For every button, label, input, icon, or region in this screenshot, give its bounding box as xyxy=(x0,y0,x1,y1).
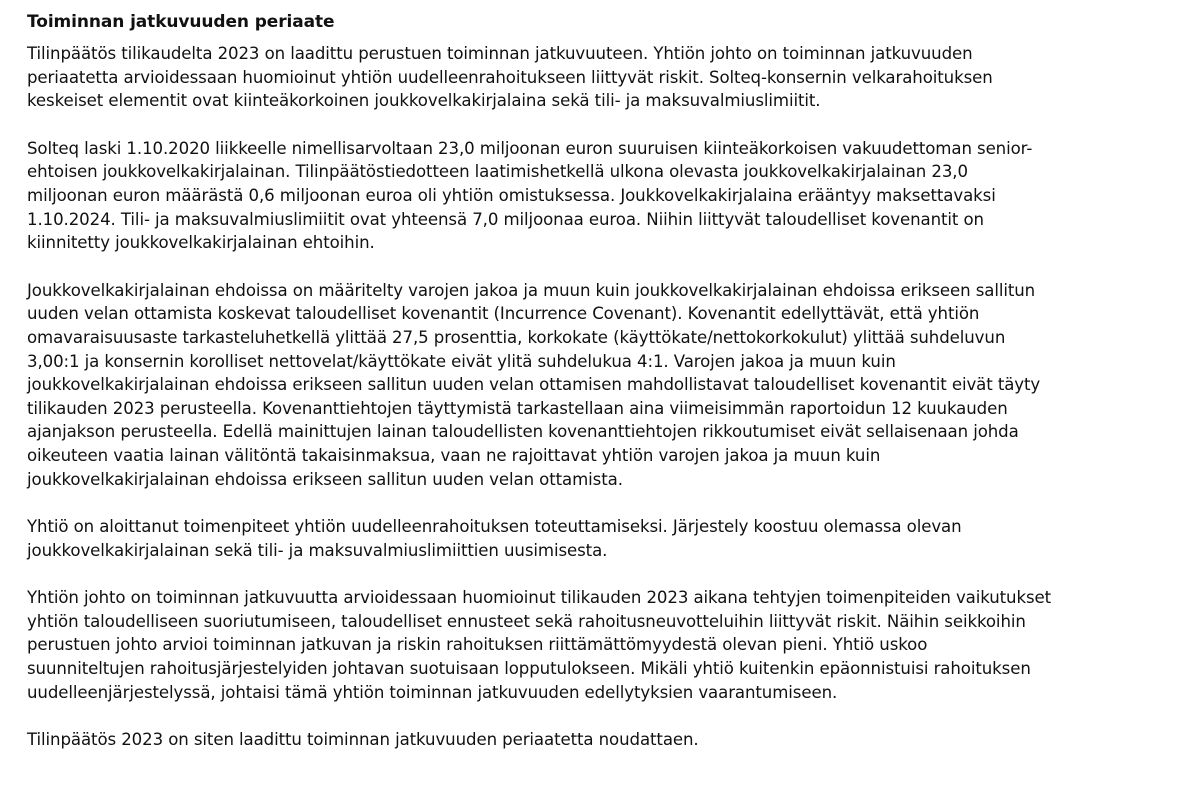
section-heading: Toiminnan jatkuvuuden periaate xyxy=(27,12,335,32)
paragraph-line: Solteq laski 1.10.2020 liikkeelle nimellisarvoltaan 23,0 miljoonan euron suuruisen kiinteäkorkoisen vakuudettoman senior- xyxy=(27,138,1033,158)
paragraph-5 xyxy=(27,586,1185,704)
paragraph-line: joukkovelkakirjalainan sekä tili- ja maksuvalmiuslimiittien uusimisesta. xyxy=(27,540,608,560)
paragraph-line: omavaraisuusaste tarkasteluhetkellä ylittää 27,5 prosenttia, korkokate (käyttökate/nettokorkokulut) ylittää suhdeluvun xyxy=(27,327,1006,347)
paragraph-2 xyxy=(27,137,1185,255)
paragraph-line: tilikauden 2023 perusteella. Kovenanttiehtojen täyttymistä tarkastellaan aina viimeisimmän raportoidun 12 kuukauden xyxy=(27,398,1008,418)
paragraph-line: miljoonan euron määrästä 0,6 miljoonan euroa oli yhtiön omistuksessa. Joukkovelkakirjalaina erääntyy maksettavaksi xyxy=(27,185,996,205)
paragraph-line: yhtiön taloudelliseen suoriutumiseen, taloudelliset ennusteet sekä rahoitusneuvotteluihin liittyvät riskit. Näihin seikkoihin xyxy=(27,611,1026,631)
paragraph-line: suunniteltujen rahoitusjärjestelyiden johtavan suotuisaan lopputulokseen. Mikäli yhtiö kuitenkin epäonnistuisi rahoituksen xyxy=(27,659,1031,679)
paragraph-line: ajanjakson perusteella. Edellä mainittujen lainan taloudellisten kovenanttiehtojen rikkoutumiset eivät sellaisenaan johda xyxy=(27,422,1019,442)
paragraph-3 xyxy=(27,279,1185,491)
paragraph-line: joukkovelkakirjalainan ehdoissa erikseen sallitun uuden velan ottamista. xyxy=(27,469,623,489)
paragraph-line: perustuen johto arvioi toiminnan jatkuvan ja riskin rahoituksen riittämättömyydestä olevan pieni. Yhtiö uskoo xyxy=(27,635,928,655)
paragraph-line: oikeuteen vaatia lainan välitöntä takaisinmaksua, vaan ne rajoittavat yhtiön varojen jakoa ja muun kuin xyxy=(27,445,881,465)
paragraph-line: periaatetta arvioidessaan huomioinut yhtiön uudelleenrahoitukseen liittyvät riskit. Solteq-konsernin velkarahoituksen xyxy=(27,67,993,87)
paragraph-line: Tilinpäätös tilikaudelta 2023 on laadittu perustuen toiminnan jatkuvuuteen. Yhtiön johto on toiminnan jatkuvuuden xyxy=(27,44,973,63)
paragraph-line: joukkovelkakirjalainan ehdoissa erikseen sallitun uuden velan ottamisen mahdollistavat taloudelliset kovenantit eivät täyty xyxy=(27,375,1041,395)
paragraph-6 xyxy=(27,728,1185,752)
document-body xyxy=(25,10,1185,776)
paragraph-line: 3,00:1 ja konsernin korolliset nettovelat/käyttökate eivät ylitä suhdelukua 4:1. Varojen jakoa ja muun kuin xyxy=(27,351,896,371)
paragraph-line: Joukkovelkakirjalainan ehdoissa on määritelty varojen jakoa ja muun kuin joukkovelkakirjalainan ehdoissa erikseen sallitun xyxy=(27,280,1036,300)
paragraph-line: 1.10.2024. Tili- ja maksuvalmiuslimiitit ovat yhteensä 7,0 miljoonaa euroa. Niihin liittyvät taloudelliset kovenantit on xyxy=(27,209,984,229)
paragraph-line: Yhtiö on aloittanut toimenpiteet yhtiön uudelleenrahoituksen toteuttamiseksi. Järjestely koostuu olemassa olevan xyxy=(27,517,962,537)
paragraph-line: keskeiset elementit ovat kiinteäkorkoinen joukkovelkakirjalaina sekä tili- ja maksuvalmiuslimiitit. xyxy=(27,91,821,111)
paragraph-line: Tilinpäätös 2023 on siten laadittu toiminnan jatkuvuuden periaatetta noudattaen. xyxy=(27,730,699,750)
paragraph-line: kiinnitetty joukkovelkakirjalainan ehtoihin. xyxy=(27,233,375,253)
paragraph-line: uuden velan ottamista koskevat taloudelliset kovenantit (Incurrence Covenant). Kovenantit edellyttävät, että yhtiön xyxy=(27,304,980,324)
paragraph-line: Yhtiön johto on toiminnan jatkuvuutta arvioidessaan huomioinut tilikauden 2023 aikana tehtyjen toimenpiteiden vaikutukset xyxy=(27,588,1052,608)
paragraph-line: ehtoisen joukkovelkakirjalainan. Tilinpäätöstiedotteen laatimishetkellä ulkona olevasta joukkovelkakirjalainan 23,0 xyxy=(27,162,968,182)
paragraph-4 xyxy=(27,515,1185,562)
paragraph-1 xyxy=(27,42,1185,113)
paragraph-line: uudelleenjärjestelyssä, johtaisi tämä yhtiön toiminnan jatkuvuuden edellytyksien vaarantumiseen. xyxy=(27,682,838,702)
